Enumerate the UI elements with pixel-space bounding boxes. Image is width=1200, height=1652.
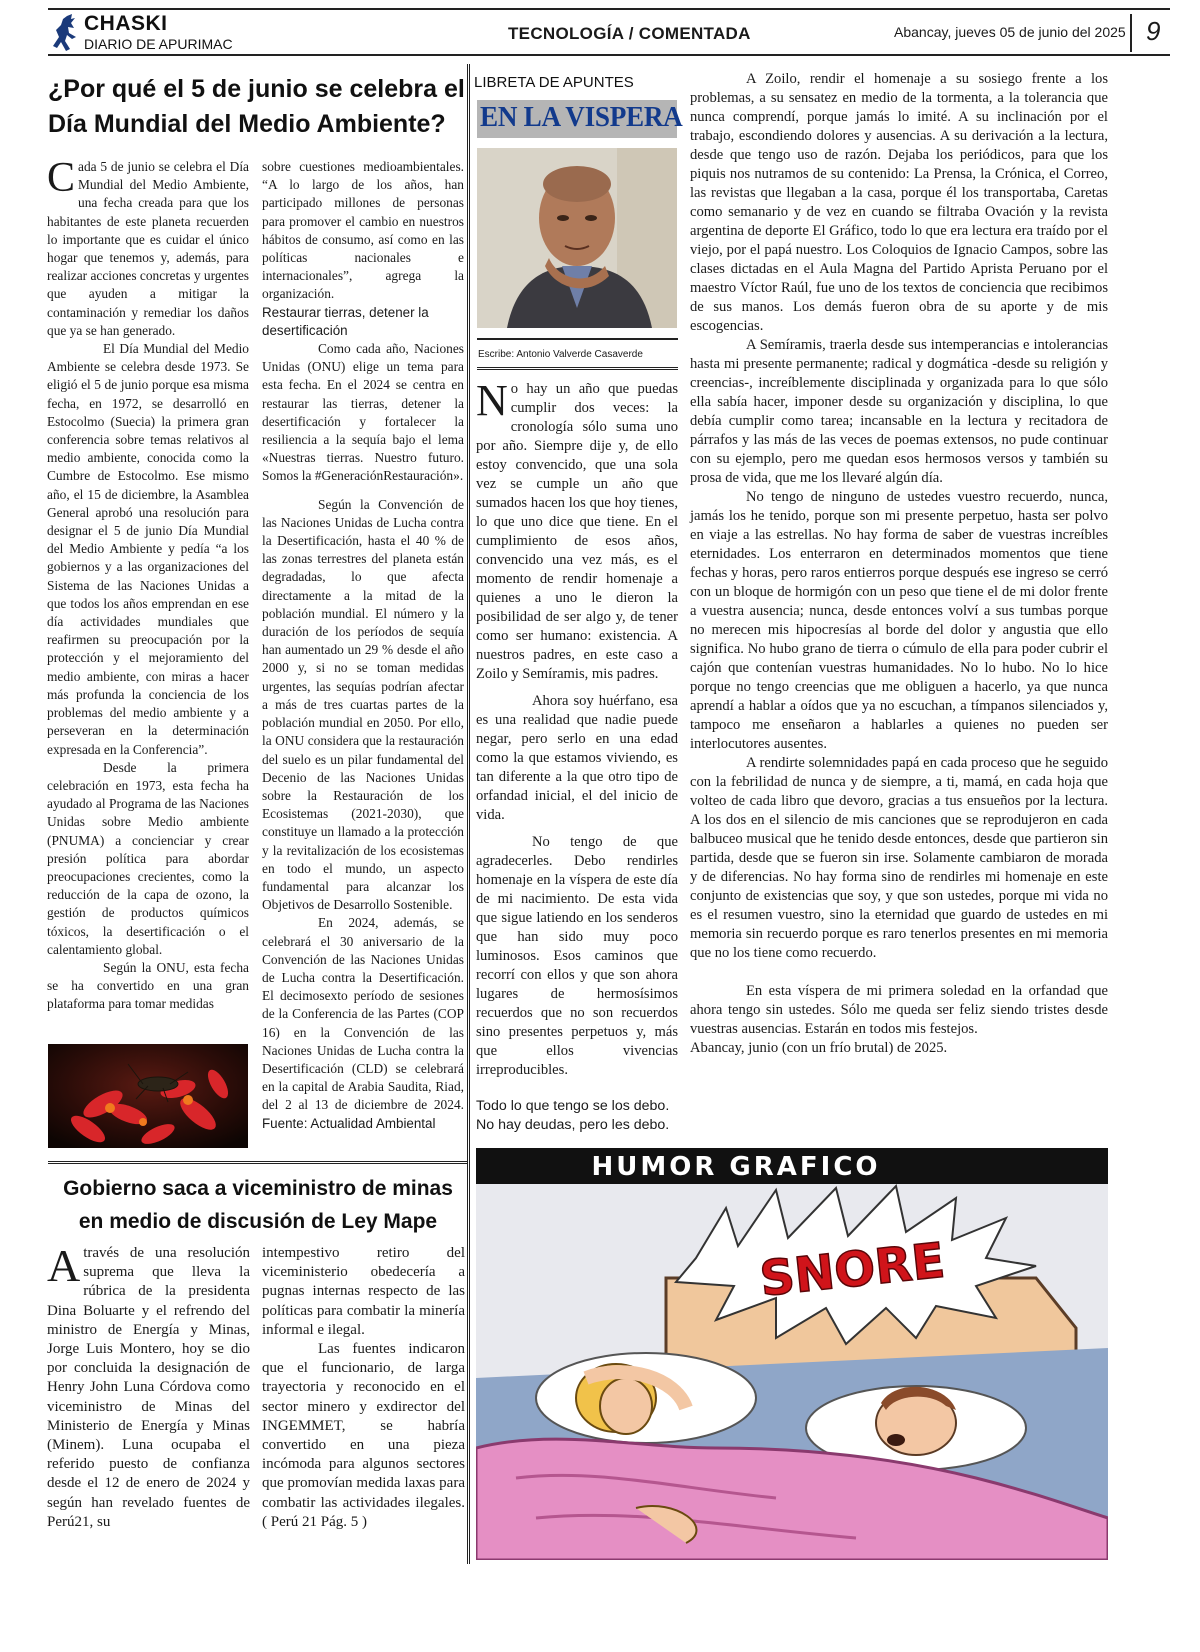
paragraph: Las fuentes indicaron que el funcionario, de larga trayectoria y reconocido en el sector minero y exdirector del INGEMMET, se habría convertido en una pieza incómoda para algunos sectores que promovían medida laxas para combatir las actividades ilegales. ( Perú 21 Pág. 5 ) [262,1341,465,1530]
cartoon-header: HUMOR GRAFICO [591,1152,881,1182]
paragraph [47,155,249,340]
divider [1130,14,1132,52]
paragraph: Como cada año, Naciones Unidas (ONU) elige un tema para esta fecha. En el 2024 se centra en restaurar las tierras, detener la desertificación y fortalecer la resiliencia a la sequía bajo el lema «Nuestras tierras. Nuestro futuro. Somos la #GeneraciónRestauración». [262,341,464,484]
paragraph: intempestivo retiro del viceministerio obedecería a pugnas internas respecto de las políticas para combatir la minería informal e ilegal. [262,1245,465,1338]
paragraph: Desde la primera celebración en 1973, esta fecha ha ayudado al Programa de las Naciones Unidas sobre Medio ambiente (PNUMA) a concienciar y crear presión política para abordar preocupaciones crecientes, como la reducción de la capa de ozono, la gestión de productos químicos tóxicos, la desertificación o el calentamiento global. [47,759,249,957]
page-number: 9 [1146,16,1161,46]
paragraph: El Día Mundial del Medio Ambiente se celebra desde 1973. Se eligió el 5 de junio porque esa misma fecha, en 1972, se desarrolló en Estocolmo (Suecia) la primera gran conferencia sobre temas relativos al medio ambiente, conocida como la Cumbre de Estocolmo. Ese mismo año, el 15 de diciembre, la Asamblea General aprobó una resolución para designar el 5 de junio Día Mundial del Medio Ambiente y pedía “a los gobiernos y a las organizaciones del Sistema de las Naciones Unidas a que todos los años emprendan en ese día actividades mundiales que reafirmen su preocupación por la protección y el mejoramiento del medio ambiente, con miras a hacer más profunda la conciencia de los problemas del medio ambiente y a perseveran en la determinación expresada en la Conferencia”. [47,341,249,757]
paragraph-text: o hay un año que puedas cumplir dos veces: la cronología sólo suma uno por año. Siempre dije y, de ello estoy convencido, que una sola vez se cumple un año que sumados hacen los que hoy tienes, lo que uno dice que tiene. En el cumplimiento de esos años, convencido una vez más, es el momento de rendir homenaje a quienes a uno le dieron la posibilidad de ser algo y, de tener como ser humano: existencia. A nuestros padres, en este caso a Zoilo y Semíramis, mis padres. [476,381,678,682]
paragraph: sobre cuestiones medioambientales. “A lo largo de los años, han participado millones de personas para promover el cambio en nuestros hábitos de consumo, así como en las políticas nacionales e internacionales”, agrega la organización. [262,159,464,302]
article-column [47,1240,250,1532]
article-column [262,158,464,1133]
column-text-left [476,376,678,1080]
insect-on-flower-photo [48,1044,248,1148]
drop-cap: C [47,155,76,201]
issue-date: Abancay, jueves 05 de junio del 2025 [894,24,1126,40]
paragraph: Según la Convención de las Naciones Unidas de Lucha contra la Desertificación, hasta el 40 % de las zonas terrestres del planeta están degradadas, lo que afecta directamente a la mitad de la población mundial. El número y la duración de los períodos de sequía han aumentado un 29 % desde el año 2000 y, si no se toman medidas urgentes, las sequías podrían afectar a más de tres cuartas partes de la población mundial en 2050. Por ello, la ONU considera que la restauración del suelo es un pilar fundamental del Decenio de las Naciones Unidas sobre la Restauración de los Ecosistemas (2021-2030), que constituye un llamado a la protección y la revitalización de los ecosistemas en todo el mundo, un aspecto fundamental para alcanzar los Objetivos de Desarrollo Sostenible. [262,496,464,913]
paragraph: No tengo de ninguno de ustedes vuestro recuerdo, nunca, jamás los he tenido, porque son mi presente perpetuo, hasta ser polvo en viaje a las estrellas. No hay forma de saber de vuestras increíbles eternidades. Los enterraron en determinados momentos que tiene fechas y horas, pero raros entierros porque después ese ingreso se cerró con un bloque de hormigón con un peso que tiene el de mi dolor frente a vuestra ausencia; nunca, desde entonces volví a sus tumbas porque no merecen mis hipocresías al borde del dolor y angustia que ello significa. No hubo grano de tierra o cúmulo de ella para poder cubrir el cajón que contenían vuestras humanidades. No lo hubo. No lo hice porque no tengo creencias que me obliguen a hacerlo, ya que nunca aprendí a hablar a oídos que ya no escuchan, a tímpanos silenciados y, tampoco me enseñaron a hablarles a quienes no pueden ser interlocutores ausentes. [690,489,1108,752]
closing-line: No hay deudas, pero les debo. [476,1116,670,1133]
column-closing-lines [476,1097,686,1134]
paragraph: A rendirte solemnidades papá en cada proceso que he seguido con la febrilidad de nunca y de siempre, a ti, mamá, en cada hoja que volteo de cada libro que devoro, gracias a tus ensueños por la lectura. A los dos en el silencio de mis canciones que se reprodujeron en cada balbuceo musical que he tenido desde entonces, desde que partieron sin partida, desde que se fueron sin irse. Solamente cambiaron de morada y de diferencias. No hay forma sino de rendirles mi homenaje en este conjunto de existencias que soy, y que son ustedes, porque mi vida no es el resumen vuestro, sino la eternidad que guardo de ustedes en mi memoria sin recuerdo porque es raro tenerlos presentes en mi memoria que no los tiene como recuerdo. [690,755,1108,961]
subheading: Restaurar tierras, detener la desertificación [262,304,429,338]
column-kicker: LIBRETA DE APUNTES [474,74,634,91]
closing-line: Todo lo que tengo se los debo. [476,1098,670,1114]
paragraph [476,376,678,684]
article-column [262,1244,465,1532]
paragraph: A Semíramis, traerla desde sus intemperancias e intolerancias hasta mi presente permanente; radical y dogmática -desde su religión y creencias-, increíblemente disciplinada y organizada para lo que sólo ella sabía hacer, imponer desde su organización y disciplina, lo que debía cumplir como tarea; incansable en la lectura y recitadora de párrafos y las más de las veces de poemas extensos, no pude continuar con su ejemplo, pero me quedan esos hermosos versos y también su prosa de vida, que me los llevaré algún día. [690,337,1108,486]
paragraph-text: través de una resolución suprema que lleva la rúbrica de la presidenta Dina Boluarte y el refrendo del ministro de Energía y Minas, Jorge Luis Montero, hoy se dio por concluida la designación de Henry John Luna Córdova como viceministro de Minas del Ministerio de Energía y Minas (Minem). Luna ocupaba el referido puesto de confianza desde el 12 de enero de 2024 y según han revelado fuentes de Perú21, su [47,1245,250,1530]
column-text-right [690,70,1108,1058]
brand-subtitle: DIARIO DE APURIMAC [84,36,233,52]
paragraph-text: ada 5 de junio se celebra el Día Mundial del Medio Ambiente, una fecha creada para que los habitantes de este planeta recuerden lo importante que es cuidar el único hogar que tenemos y, además, para realizar acciones concretas y urgentes que ayuden a mitigar la contaminación y remediar los daños que ya se han generado. [47,159,249,338]
humor-grafico-cartoon [476,1148,1108,1560]
paragraph: En esta víspera de mi primera soledad en la orfandad que ahora tengo sin ustedes. Sólo me queda ser feliz siendo tristes desde vuestras ausencias. Estarán en todos mis festejos. [690,983,1108,1037]
paragraph: Ahora soy huérfano, esa es una realidad que nadie puede negar, pero serlo en una edad como la que estamos viviendo, es tan diferente a la que otro tipo de orfandad inicial, el del inicio de vida. [476,693,678,823]
drop-cap: A [47,1240,81,1291]
article-title: ¿Por qué el 5 de junio se celebra el Día Mundial del Medio Ambiente? [48,75,465,138]
masthead [48,8,1170,56]
article-column [47,155,249,1014]
column-divider [467,64,470,1564]
paragraph: A Zoilo, rendir el homenaje a su sosiego frente a los problemas, a su sensatez en medio de la tormenta, a la tolerancia que nunca comprendí, porque jamás lo imité. A su inclinación por el trabajo, escondiendo dolores y ausencias. A su derivación a la lectura, desde que tengo uso de razón. Dejaba los periódicos, para que los piquis nos nutramos de su contenido: La Prensa, la Crónica, el Correo, las revistas que llegaban a la casa, porque él los transportaba, Caretas como semanario y de vez en cuando se filtraba Ovación y la revista argentina de deporte El Gráfico, todo lo que era lectura era traído por el viejo, por el papá nuestro. Los Coloquios de Ignacio Campos, sobre las clases dictadas en el Aula Magna del Partido Aprista Peruano por el maestro Víctor Raúl, fue uno de los textos de conciencia que recibimos de sus manos. Los demás fueron obra de su aporte y de mis escogencias. [690,71,1108,334]
drop-cap: N [476,376,508,425]
cartoon-sound-effect: SNORE [757,1232,948,1308]
dateline: Abancay, junio (con un frío brutal) de 2025. [690,1040,948,1056]
paragraph: No tengo de que agradecerles. Debo rendirles homenaje en la víspera de este día de mi nacimiento. De esta vida que sigue latiendo en los senderos que han sido muy poco luminosos. Esos caminos que recorrí con ellos y que son ahora lugares de hermosísimos recuerdos que no son recuerdos sino presentes perpetuos y, más que ellos vivencias irreproducibles. [476,834,678,1078]
section-name: TECNOLOGÍA / COMENTADA [508,24,751,43]
chaski-runner-logo [50,13,82,53]
paragraph-text: En 2024, además, se celebrará el 30 aniversario de la Convención de las Naciones Unidas de Lucha contra la Desertificación. El decimosexto período de sesiones de la Conferencia de las Partes (COP 16) en la Convención de las Naciones Unidas de Lucha contra la Desertificación (CLD) se celebrará en la capital de Arabia Saudita, Riad, del 2 al 13 de diciembre de 2024. [262,915,464,1113]
section-divider [48,1161,468,1164]
paragraph [262,914,464,1132]
author-portrait [477,148,677,328]
byline: Escribe: Antonio Valverde Casaverde [478,349,643,360]
paragraph [47,1240,250,1532]
source-credit: Fuente: Actualidad Ambiental [262,1115,436,1131]
paragraph: Según la ONU, esta fecha se ha convertido en una gran plataforma para tomar medidas [47,959,249,1012]
article-title: Gobierno saca a viceministro de minas en medio de discusión de Ley Mape [63,1177,453,1233]
column-title: EN LA VISPERA [480,102,683,133]
brand-name: CHASKI [84,12,168,35]
